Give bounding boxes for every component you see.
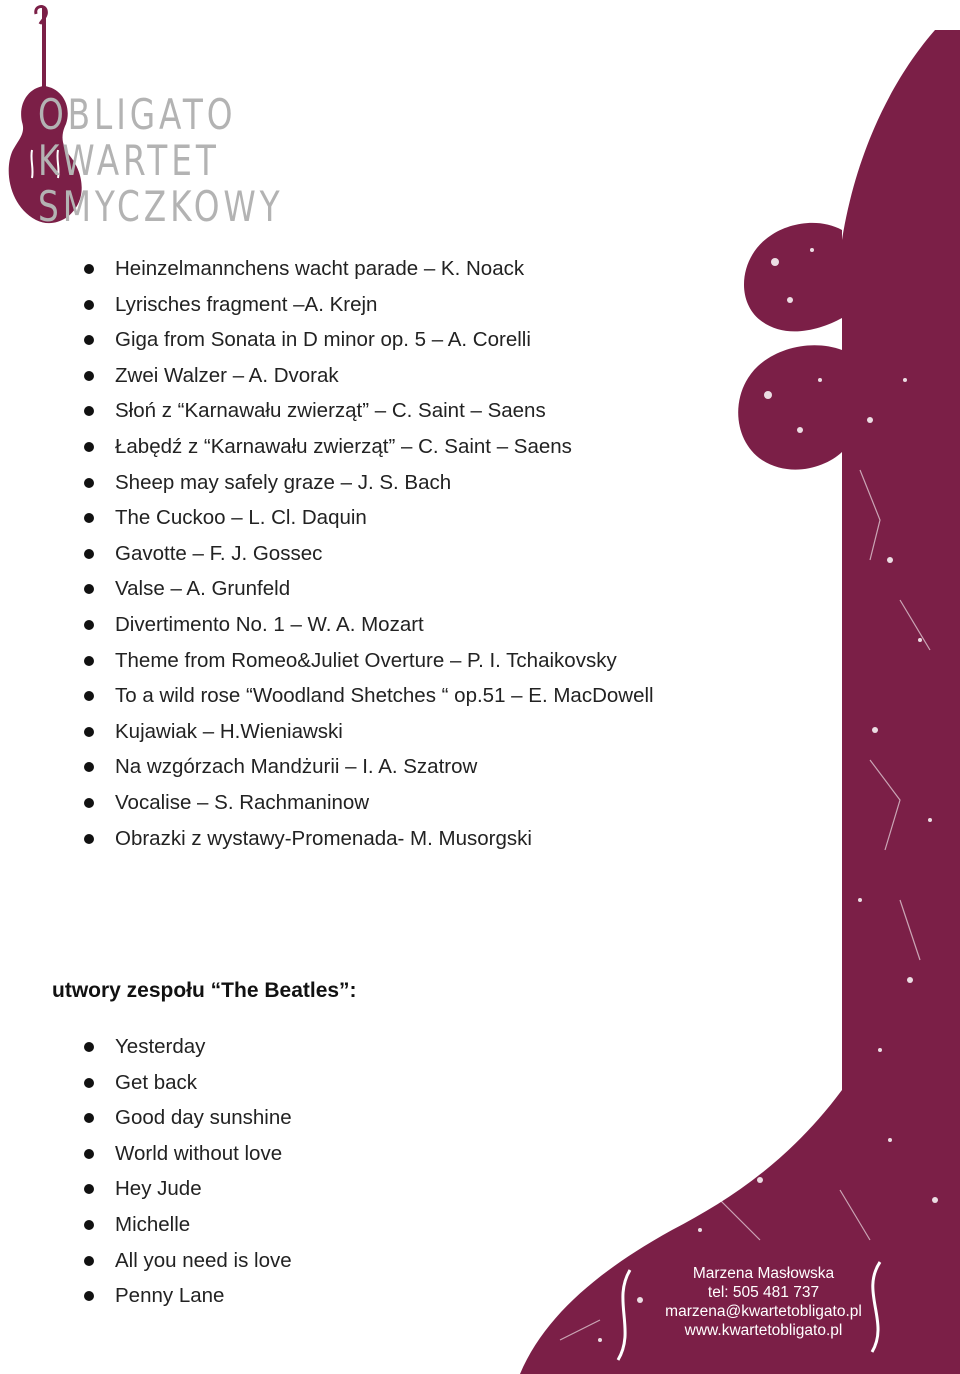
list-item: Yesterday [84, 1029, 292, 1065]
list-item: Sheep may safely graze – J. S. Bach [84, 465, 654, 501]
list-item: Kujawiak – H.Wieniawski [84, 714, 654, 750]
beatles-repertoire-list [84, 1029, 292, 1314]
list-item: Valse – A. Grunfeld [84, 571, 654, 607]
logo-line-2: KWARTET [38, 136, 220, 185]
list-item: To a wild rose “Woodland Shetches “ op.51 – E. MacDowell [84, 678, 654, 714]
violin-peg-lower [738, 345, 842, 469]
list-item: World without love [84, 1136, 292, 1172]
violin-peg-upper [744, 223, 842, 332]
logo-line-3: SMYCZKOWY [38, 182, 284, 231]
list-item: Heinzelmannchens wacht parade – K. Noack [84, 251, 654, 287]
contact-phone: tel: 505 481 737 [707, 1284, 820, 1301]
list-item: Łabędź z “Karnawału zwierząt” – C. Saint – Saens [84, 429, 654, 465]
list-item: Giga from Sonata in D minor op. 5 – A. Corelli [84, 322, 654, 358]
contact-email[interactable]: marzena@kwartetobligato.pl [665, 1303, 862, 1320]
logo-line-1: OBLIGATO [38, 90, 237, 139]
contact-website[interactable]: www.kwartetobligato.pl [684, 1322, 843, 1339]
list-item: The Cuckoo – L. Cl. Daquin [84, 500, 654, 536]
list-item: Penny Lane [84, 1278, 292, 1314]
list-item: Słoń z “Karnawału zwierząt” – C. Saint – Saens [84, 393, 654, 429]
list-item: Na wzgórzach Mandżurii – I. A. Szatrow [84, 749, 654, 785]
list-item: Hey Jude [84, 1171, 292, 1207]
beatles-section-heading: utwory zespołu “The Beatles”: [52, 979, 357, 1002]
list-item: All you need is love [84, 1243, 292, 1279]
list-item: Theme from Romeo&Juliet Overture – P. I. Tchaikovsky [84, 643, 654, 679]
list-item: Lyrisches fragment –A. Krejn [84, 287, 654, 323]
list-item: Divertimento No. 1 – W. A. Mozart [84, 607, 654, 643]
list-item: Good day sunshine [84, 1100, 292, 1136]
list-item: Get back [84, 1065, 292, 1101]
list-item: Zwei Walzer – A. Dvorak [84, 358, 654, 394]
list-item: Gavotte – F. J. Gossec [84, 536, 654, 572]
list-item: Michelle [84, 1207, 292, 1243]
list-item: Obrazki z wystawy-Promenada- M. Musorgski [84, 821, 654, 857]
list-item: Vocalise – S. Rachmaninow [84, 785, 654, 821]
logo-wordmark [38, 92, 353, 230]
contact-block [656, 1264, 871, 1340]
classical-repertoire-list [84, 251, 654, 856]
contact-name: Marzena Masłowska [692, 1265, 835, 1282]
